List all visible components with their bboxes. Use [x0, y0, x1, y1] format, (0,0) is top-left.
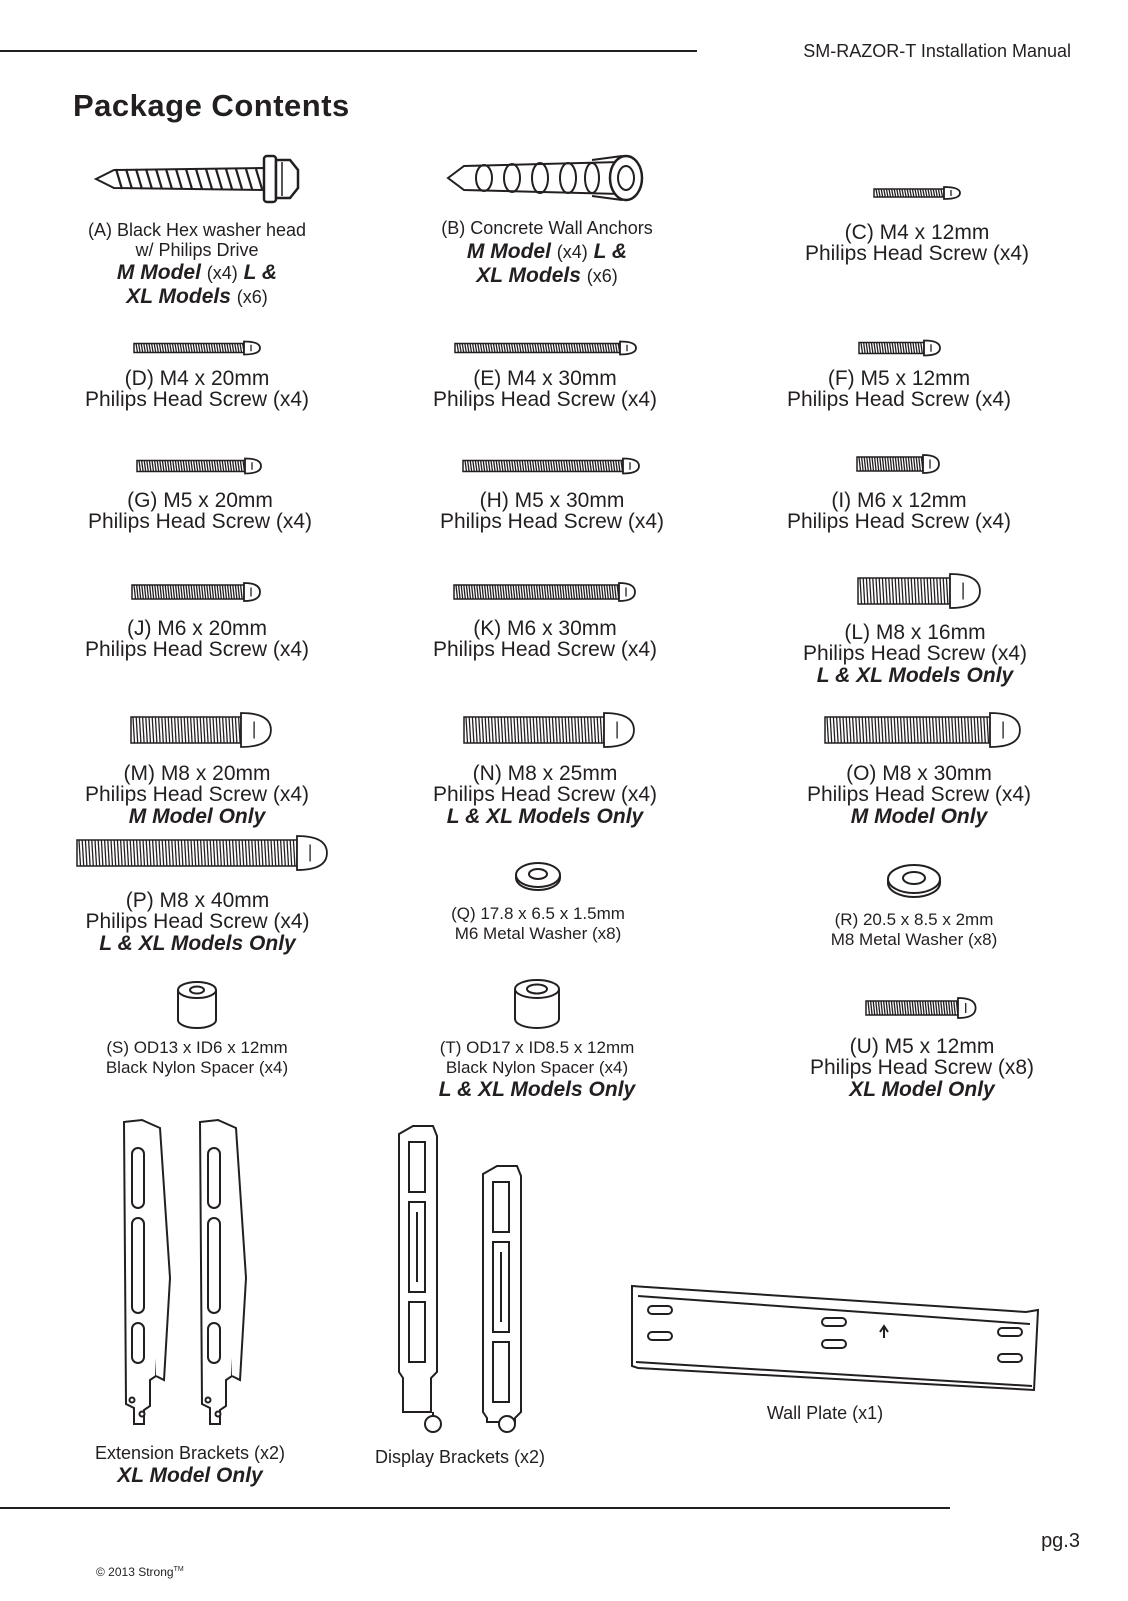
part-u — [757, 990, 1087, 1102]
part-m-line2: Philips Head Screw (x4) — [84, 783, 310, 806]
wall-anchor-icon — [442, 150, 652, 206]
part-s-line1: (S) OD13 x ID6 x 12mm — [106, 1038, 288, 1057]
part-d-line1: (D) M4 x 20mm — [124, 367, 270, 390]
part-c-line2: Philips Head Screw (x4) — [804, 242, 1030, 265]
manual-title: SM-RAZOR-T Installation Manual — [803, 41, 1071, 61]
display-brackets-label: Display Brackets (x2) — [374, 1447, 546, 1467]
part-f — [734, 332, 1064, 410]
footer-rule — [0, 1507, 950, 1509]
part-h — [387, 450, 717, 532]
washer-icon — [513, 860, 563, 892]
screw-icon — [864, 990, 980, 1026]
part-a-qty-xl: (x6) — [236, 287, 268, 307]
screw-icon — [462, 705, 628, 755]
screw-icon — [855, 446, 943, 482]
part-f-line1: (F) M5 x 12mm — [827, 367, 971, 390]
screw-icon — [857, 332, 942, 364]
part-g-line1: (G) M5 x 20mm — [127, 489, 273, 512]
wall-plate-icon — [630, 1282, 1040, 1392]
part-m — [32, 705, 362, 829]
part-m-line1: (M) M8 x 20mm — [123, 762, 271, 785]
part-n-note: L & XL Models Only — [446, 805, 644, 828]
hex-washer-lag-screw-icon — [92, 148, 302, 210]
part-k-line1: (K) M6 x 30mm — [473, 617, 617, 640]
screw-icon — [135, 450, 265, 482]
part-l — [750, 566, 1080, 688]
part-f-line2: Philips Head Screw (x4) — [786, 388, 1012, 411]
part-g-line2: Philips Head Screw (x4) — [87, 510, 313, 533]
part-d-line2: Philips Head Screw (x4) — [84, 388, 310, 411]
extension-brackets — [40, 1118, 340, 1488]
copyright-text: © 2013 Strong — [96, 1565, 174, 1579]
spacer-icon — [511, 976, 563, 1030]
part-m-note: M Model Only — [128, 805, 266, 828]
part-s-line2: Black Nylon Spacer (x4) — [105, 1058, 289, 1077]
part-j-line2: Philips Head Screw (x4) — [84, 638, 310, 661]
screw-icon — [823, 705, 1015, 755]
part-l-line2: Philips Head Screw (x4) — [802, 642, 1028, 665]
part-b-qty-m: (x4) — [556, 242, 588, 262]
part-l-note: L & XL Models Only — [816, 664, 1014, 687]
part-h-line1: (H) M5 x 30mm — [479, 489, 625, 512]
part-a-line2: w/ Philips Drive — [135, 240, 259, 260]
part-i-line2: Philips Head Screw (x4) — [786, 510, 1012, 533]
part-o-line2: Philips Head Screw (x4) — [806, 783, 1032, 806]
part-l-line1: (L) M8 x 16mm — [844, 621, 986, 644]
page-title: Package Contents — [73, 88, 350, 123]
part-a-line1: (A) Black Hex washer head — [87, 220, 307, 240]
page-number: pg.3 — [1041, 1530, 1080, 1552]
part-u-note: XL Model Only — [849, 1078, 995, 1101]
part-a-model-l: L & — [243, 261, 278, 284]
extension-brackets-label: Extension Brackets (x2) — [94, 1443, 286, 1463]
part-s — [32, 978, 362, 1078]
part-j-line1: (J) M6 x 20mm — [126, 617, 267, 640]
part-t-note: L & XL Models Only — [438, 1078, 636, 1101]
extension-bracket-icon — [120, 1118, 290, 1428]
part-n-line2: Philips Head Screw (x4) — [432, 783, 658, 806]
washer-icon — [885, 862, 943, 898]
part-b — [382, 150, 712, 288]
screw-icon — [453, 332, 638, 364]
part-a-qty-m: (x4) — [206, 263, 238, 283]
part-b-qty-xl: (x6) — [586, 266, 618, 286]
part-a-model-m: M Model — [116, 261, 201, 284]
part-e-line1: (E) M4 x 30mm — [473, 367, 617, 390]
part-t — [372, 976, 702, 1102]
part-h-line2: Philips Head Screw (x4) — [439, 510, 665, 533]
part-k-line2: Philips Head Screw (x4) — [432, 638, 658, 661]
part-o-line1: (O) M8 x 30mm — [846, 762, 992, 785]
screw-icon — [75, 828, 321, 878]
part-o-note: M Model Only — [850, 805, 988, 828]
part-c-line1: (C) M4 x 12mm — [844, 221, 990, 244]
wall-plate-label: Wall Plate (x1) — [766, 1403, 884, 1423]
part-i — [734, 446, 1064, 532]
part-q-line1: (Q) 17.8 x 6.5 x 1.5mm — [451, 904, 625, 923]
copyright — [96, 1565, 184, 1579]
part-q-line2: M6 Metal Washer (x8) — [454, 924, 622, 943]
header-rule — [0, 50, 697, 52]
screw-icon — [132, 332, 262, 364]
part-i-line1: (I) M6 x 12mm — [831, 489, 967, 512]
part-r — [749, 862, 1079, 950]
part-j — [32, 574, 362, 660]
part-r-line2: M8 Metal Washer (x8) — [830, 930, 998, 949]
part-p-line2: Philips Head Screw (x4) — [85, 910, 310, 933]
trademark-mark: TM — [173, 1566, 184, 1573]
screw-icon — [461, 450, 643, 482]
screw-icon — [130, 574, 264, 610]
part-a-model-xl: XL Models — [126, 285, 231, 308]
part-q — [373, 860, 703, 944]
display-bracket-icon — [395, 1122, 545, 1434]
part-o — [754, 705, 1084, 829]
wall-plate — [630, 1282, 1040, 1424]
part-p-line1: (P) M8 x 40mm — [125, 889, 270, 912]
part-n-line1: (N) M8 x 25mm — [472, 762, 618, 785]
part-p-note: L & XL Models Only — [99, 932, 296, 955]
part-u-line2: Philips Head Screw (x8) — [809, 1056, 1035, 1079]
part-k — [380, 574, 710, 660]
screw-icon — [856, 566, 974, 616]
part-n — [380, 705, 710, 829]
part-r-line1: (R) 20.5 x 8.5 x 2mm — [834, 910, 994, 929]
part-a — [32, 148, 362, 309]
part-b-model-m: M Model — [466, 240, 551, 263]
screw-icon — [129, 705, 265, 755]
extension-brackets-note: XL Model Only — [117, 1464, 263, 1487]
screw-icon — [872, 178, 962, 208]
screw-icon — [452, 574, 639, 610]
part-u-line1: (U) M5 x 12mm — [849, 1035, 995, 1058]
part-b-model-l: L & — [593, 240, 628, 263]
part-g — [35, 450, 365, 532]
part-t-line1: (T) OD17 x ID8.5 x 12mm — [439, 1038, 635, 1057]
part-c — [752, 178, 1082, 264]
part-b-model-xl: XL Models — [476, 264, 581, 287]
spacer-icon — [174, 978, 220, 1030]
part-b-line1: (B) Concrete Wall Anchors — [441, 218, 653, 238]
display-brackets — [360, 1122, 560, 1468]
part-t-line2: Black Nylon Spacer (x4) — [445, 1058, 629, 1077]
part-d — [32, 332, 362, 410]
part-p — [30, 828, 365, 956]
part-e-line2: Philips Head Screw (x4) — [432, 388, 658, 411]
part-e — [380, 332, 710, 410]
